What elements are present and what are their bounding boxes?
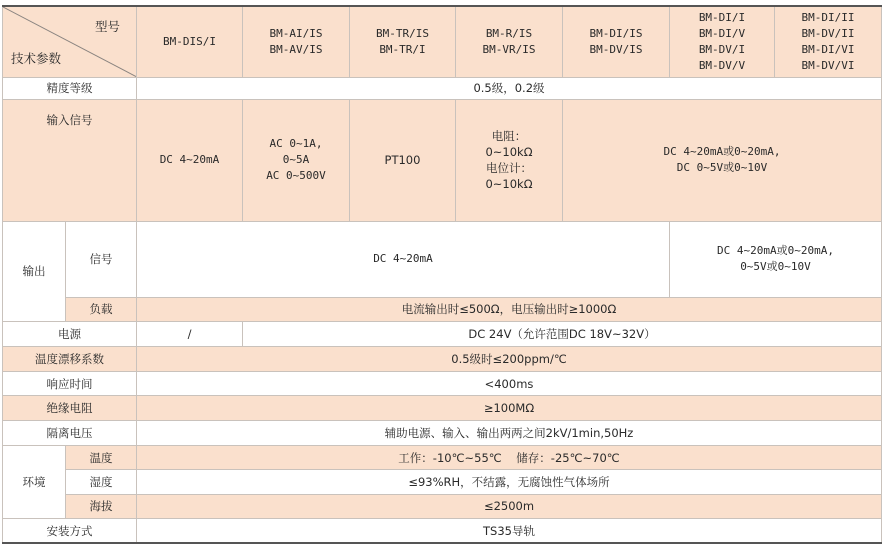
model-name: BM-AI/IS — [269, 26, 323, 40]
response-value: <400ms — [137, 371, 882, 395]
sub-label: 信号 — [66, 221, 137, 297]
model-name: BM-DI/II — [801, 10, 855, 24]
insulation-value: ≥100MΩ — [137, 396, 882, 420]
model-cell — [670, 6, 775, 77]
mounting-row — [3, 519, 882, 543]
accuracy-value: 0.5级，0.2级 — [137, 77, 882, 99]
env-altitude-row — [3, 494, 882, 518]
row-label: 输入信号 — [3, 99, 137, 221]
spec-table — [2, 5, 882, 544]
mounting-value: TS35导轨 — [137, 519, 882, 543]
output-text: 0~5V或0~10V — [740, 260, 811, 274]
row-label: 绝缘电阻 — [3, 396, 137, 420]
input-text: DC 4~20mA或0~20mA, — [663, 145, 781, 159]
input-cell — [137, 99, 243, 221]
insulation-row — [3, 396, 882, 420]
model-cell — [137, 6, 243, 77]
temp-drift-row — [3, 346, 882, 371]
model-cell — [243, 6, 350, 77]
sub-label: 海拔 — [66, 494, 137, 518]
header-row — [3, 6, 882, 77]
input-text: AC 0~500V — [266, 169, 326, 183]
input-cell — [243, 99, 350, 221]
isolation-row — [3, 420, 882, 445]
input-text: 电位计： — [486, 161, 532, 176]
row-label: 响应时间 — [3, 371, 137, 395]
input-text: DC 4~20mA — [159, 153, 220, 167]
output-signal-alt — [670, 221, 882, 297]
model-name: BM-TR/I — [379, 42, 426, 56]
model-name: BM-TR/IS — [376, 26, 429, 40]
output-load-value: 电流输出时≤500Ω，电压输出时≥1000Ω — [137, 297, 882, 321]
output-text: DC 4~20mA或0~20mA, — [717, 244, 834, 258]
accuracy-row — [3, 77, 882, 99]
output-load-row — [3, 297, 882, 321]
env-temp-value: 工作：-10℃~55℃ 储存：-25℃~70℃ — [137, 446, 882, 470]
env-altitude-value: ≤2500m — [137, 494, 882, 518]
model-name: BM-AV/IS — [269, 42, 323, 56]
model-name: BM-DIS/I — [163, 34, 216, 48]
input-text: 0~5A — [282, 153, 310, 167]
row-label: 输出 — [3, 221, 66, 321]
row-label: 环境 — [3, 446, 66, 519]
input-text: 0~10kΩ — [485, 145, 533, 160]
row-label: 电源 — [3, 322, 137, 346]
env-humidity-row — [3, 470, 882, 494]
sub-label: 湿度 — [66, 470, 137, 494]
model-name: BM-DV/VI — [801, 58, 855, 72]
model-cell — [775, 6, 882, 77]
row-label: 精度等级 — [3, 77, 137, 99]
row-label: 安装方式 — [3, 519, 137, 543]
model-name: BM-DV/I — [698, 42, 746, 56]
model-name: BM-DI/V — [698, 26, 746, 40]
env-humidity-value: ≤93%RH，不结露，无腐蚀性气体场所 — [137, 470, 882, 494]
model-name: BM-DI/IS — [589, 26, 643, 40]
input-text: 电阻： — [491, 129, 527, 144]
input-cell — [456, 99, 563, 221]
input-text: PT100 — [384, 153, 421, 168]
input-cell — [563, 99, 882, 221]
model-name: BM-DI/VI — [801, 42, 855, 56]
input-text: AC 0~1A, — [269, 137, 323, 151]
output-signal-row — [3, 221, 882, 297]
row-label: 温度漂移系数 — [3, 346, 137, 371]
power-first: / — [137, 322, 243, 346]
model-name: BM-VR/IS — [482, 42, 536, 56]
model-name: BM-DV/II — [801, 26, 855, 40]
response-row — [3, 371, 882, 395]
output-signal-value: DC 4~20mA — [137, 221, 670, 297]
input-cell — [350, 99, 456, 221]
input-text: 0~10kΩ — [485, 177, 533, 192]
header-corner-cell — [3, 6, 137, 77]
temp-drift-value: 0.5级时≤200ppm/℃ — [137, 346, 882, 371]
row-label: 隔离电压 — [3, 420, 137, 445]
model-name: BM-DI/I — [698, 10, 746, 24]
model-name: BM-DV/V — [698, 58, 746, 72]
power-value: DC 24V（允许范围DC 18V~32V） — [243, 322, 882, 346]
input-text: DC 0~5V或0~10V — [676, 161, 768, 175]
isolation-value: 辅助电源、输入、输出两两之间2kV/1min,50Hz — [137, 420, 882, 445]
input-row — [3, 99, 882, 221]
power-row — [3, 322, 882, 346]
model-cell — [456, 6, 563, 77]
model-cell — [350, 6, 456, 77]
sub-label: 负载 — [66, 297, 137, 321]
parameter-heading: 技术参数 — [11, 50, 62, 66]
model-name: BM-R/IS — [485, 26, 533, 40]
sub-label: 温度 — [66, 446, 137, 470]
model-cell — [563, 6, 670, 77]
model-name: BM-DV/IS — [589, 42, 643, 56]
model-heading: 型号 — [94, 19, 120, 34]
env-temp-row — [3, 446, 882, 470]
